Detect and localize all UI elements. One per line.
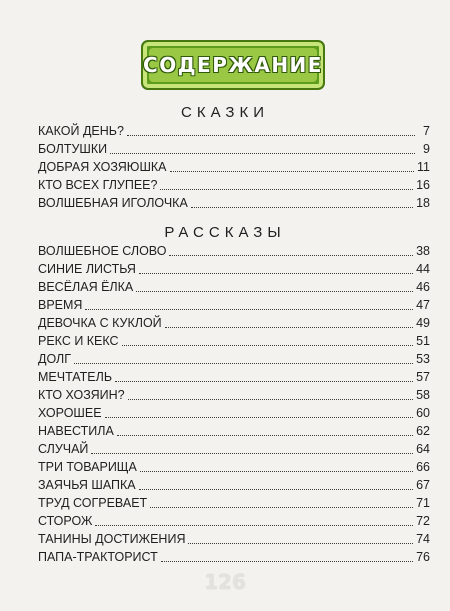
toc-entry[interactable] xyxy=(38,139,430,157)
toc-entry-page: 46 xyxy=(416,280,430,294)
toc-entry-page: 58 xyxy=(416,388,430,402)
toc-entry-page: 16 xyxy=(416,178,430,192)
dot-leader xyxy=(105,417,414,418)
toc-entry[interactable] xyxy=(38,121,430,139)
toc-entry-title: ТРУД СОГРЕВАЕТ xyxy=(38,496,148,510)
toc-entry-title: ВРЕМЯ xyxy=(38,298,83,312)
dot-leader xyxy=(165,327,413,328)
toc-entry-title: ТРИ ТОВАРИЩА xyxy=(38,460,137,474)
toc-entry-page: 7 xyxy=(423,124,430,138)
toc-entry[interactable] xyxy=(38,313,430,331)
toc-entry-title: КАКОЙ ДЕНЬ? xyxy=(38,124,124,138)
toc-entry-title: ДОЛГ xyxy=(38,352,72,366)
page-number: 126 xyxy=(204,570,246,594)
dot-leader xyxy=(140,471,413,472)
toc-entry-title: РЕКС И КЕКС xyxy=(38,334,119,348)
toc-entry-title: СИНИЕ ЛИСТЬЯ xyxy=(38,262,136,276)
toc-entry[interactable] xyxy=(38,175,430,193)
dot-leader xyxy=(136,291,413,292)
dot-leader xyxy=(127,135,415,136)
toc-entry-page: 47 xyxy=(416,298,430,312)
dot-leader xyxy=(161,561,413,562)
dot-leader xyxy=(188,543,413,544)
toc-entry-title: КТО ВСЕХ ГЛУПЕЕ? xyxy=(38,178,158,192)
toc-entry[interactable] xyxy=(38,475,430,493)
dot-leader xyxy=(74,363,413,364)
toc-entry-title: ПАПА-ТРАКТОРИСТ xyxy=(38,550,158,564)
toc-entry[interactable] xyxy=(38,457,430,475)
toc-entry[interactable] xyxy=(38,439,430,457)
toc-entry-title: ДЕВОЧКА С КУКЛОЙ xyxy=(38,316,162,330)
toc-entry[interactable] xyxy=(38,403,430,421)
toc-list-skazki xyxy=(38,121,430,211)
toc-entry-page: 66 xyxy=(416,460,430,474)
toc-entry-page: 60 xyxy=(416,406,430,420)
toc-entry-page: 64 xyxy=(416,442,430,456)
toc-entry[interactable] xyxy=(38,295,430,313)
contents-title-inner xyxy=(143,48,323,82)
toc-entry-title: ВОЛШЕБНАЯ ИГОЛОЧКА xyxy=(38,196,188,210)
section-heading-skazki: СКАЗКИ xyxy=(181,104,269,121)
toc-entry[interactable] xyxy=(38,421,430,439)
toc-entry-title: ХОРОШЕЕ xyxy=(38,406,102,420)
contents-title: СОДЕРЖАНИЕ xyxy=(143,53,323,77)
toc-entry-page: 44 xyxy=(416,262,430,276)
toc-list-rasskazy xyxy=(38,241,430,565)
toc-entry[interactable] xyxy=(38,511,430,529)
dot-leader xyxy=(191,207,413,208)
dot-leader xyxy=(139,273,413,274)
toc-entry-page: 11 xyxy=(417,160,430,174)
toc-entry[interactable] xyxy=(38,385,430,403)
toc-entry-page: 49 xyxy=(416,316,430,330)
toc-entry-title: КТО ХОЗЯИН? xyxy=(38,388,125,402)
dot-leader xyxy=(128,399,413,400)
toc-entry-page: 62 xyxy=(416,424,430,438)
toc-entry[interactable] xyxy=(38,157,430,175)
toc-entry[interactable] xyxy=(38,529,430,547)
toc-entry[interactable] xyxy=(38,259,430,277)
toc-entry[interactable] xyxy=(38,349,430,367)
toc-entry-page: 74 xyxy=(416,532,430,546)
toc-entry-page: 72 xyxy=(416,514,430,528)
dot-leader xyxy=(95,525,413,526)
toc-entry-page: 67 xyxy=(416,478,430,492)
toc-entry-page: 51 xyxy=(416,334,430,348)
toc-entry[interactable] xyxy=(38,547,430,565)
toc-entry-title: ДОБРАЯ ХОЗЯЮШКА xyxy=(38,160,167,174)
contents-title-badge xyxy=(141,40,325,90)
toc-entry[interactable] xyxy=(38,493,430,511)
toc-entry-title: ВОЛШЕБНОЕ СЛОВО xyxy=(38,244,167,258)
dot-leader xyxy=(169,255,413,256)
toc-entry-title: СЛУЧАЙ xyxy=(38,442,89,456)
toc-entry[interactable] xyxy=(38,241,430,259)
toc-entry-title: ЗАЯЧЬЯ ШАПКА xyxy=(38,478,136,492)
toc-entry-page: 18 xyxy=(416,196,430,210)
toc-entry-page: 76 xyxy=(416,550,430,564)
dot-leader xyxy=(110,153,415,154)
toc-entry[interactable] xyxy=(38,331,430,349)
toc-entry-title: МЕЧТАТЕЛЬ xyxy=(38,370,113,384)
toc-entry-page: 71 xyxy=(416,496,430,510)
toc-entry-page: 9 xyxy=(423,142,430,156)
dot-leader xyxy=(150,507,413,508)
dot-leader xyxy=(85,309,413,310)
toc-entry-page: 38 xyxy=(416,244,430,258)
section-heading-rasskazy: РАССКАЗЫ xyxy=(164,224,286,241)
toc-entry-title: БОЛТУШКИ xyxy=(38,142,108,156)
dot-leader xyxy=(117,435,413,436)
toc-entry-title: СТОРОЖ xyxy=(38,514,93,528)
toc-entry-title: ТАНИНЫ ДОСТИЖЕНИЯ xyxy=(38,532,186,546)
toc-entry[interactable] xyxy=(38,367,430,385)
dot-leader xyxy=(91,453,413,454)
toc-entry[interactable] xyxy=(38,193,430,211)
toc-entry[interactable] xyxy=(38,277,430,295)
dot-leader xyxy=(160,189,413,190)
dot-leader xyxy=(115,381,413,382)
toc-entry-title: ВЕСЁЛАЯ ЁЛКА xyxy=(38,280,134,294)
dot-leader xyxy=(170,171,415,172)
dot-leader xyxy=(122,345,414,346)
dot-leader xyxy=(139,489,413,490)
toc-entry-page: 57 xyxy=(416,370,430,384)
toc-entry-page: 53 xyxy=(416,352,430,366)
toc-entry-title: НАВЕСТИЛА xyxy=(38,424,114,438)
